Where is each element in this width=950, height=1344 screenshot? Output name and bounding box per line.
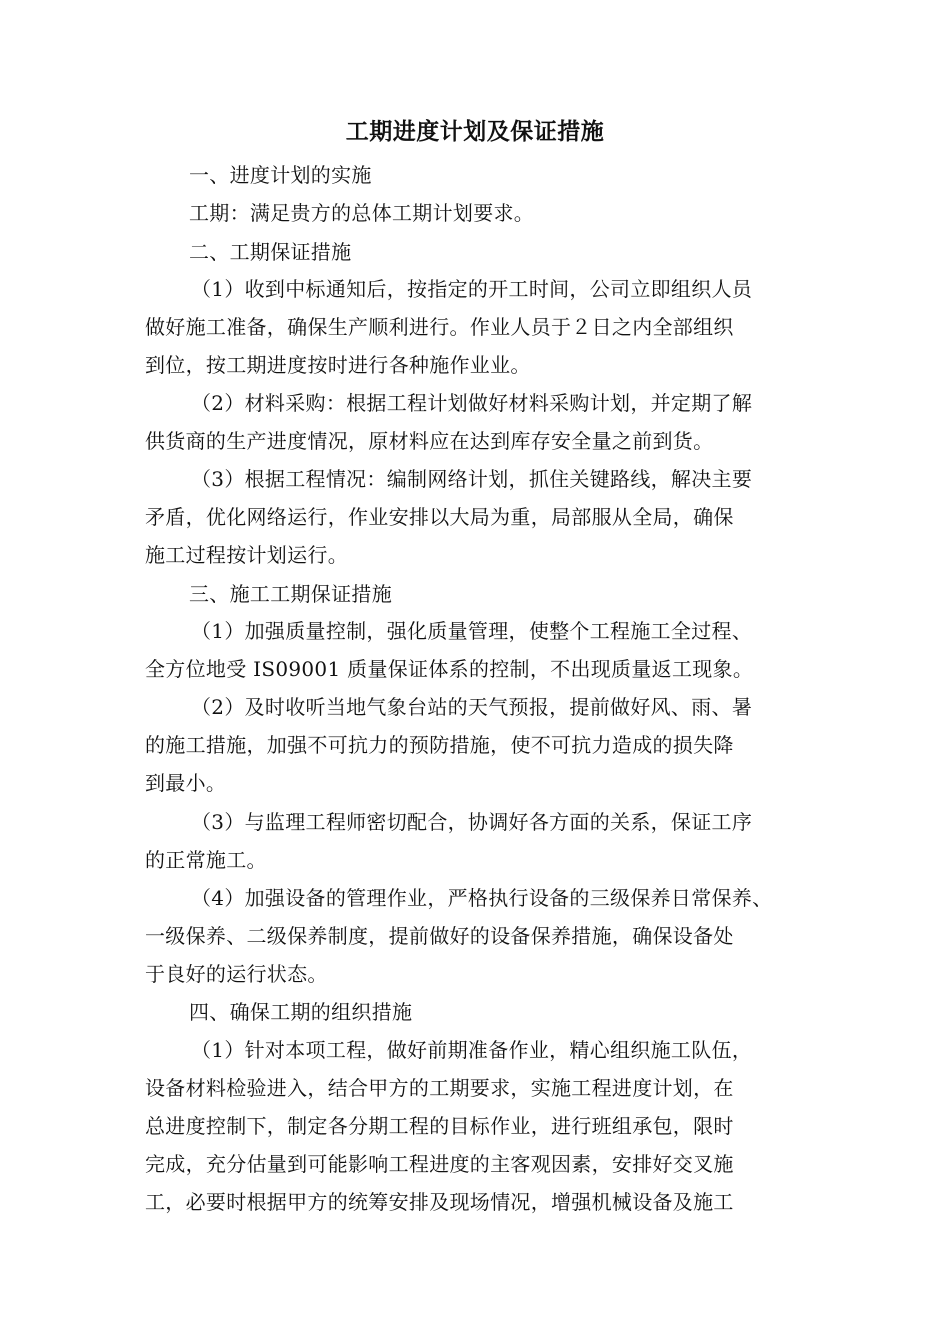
paragraph-line: 全方位地受 IS09001 质量保证体系的控制，不出现质量返工现象。	[145, 657, 754, 681]
paragraph-line: （1）针对本项工程，做好前期准备作业，精心组织施工队伍，	[191, 1038, 753, 1062]
paragraph-line: 于良好的运行状态。	[145, 962, 328, 986]
paragraph-line: 的正常施工。	[145, 848, 267, 872]
paragraph-line: （4）加强设备的管理作业，严格执行设备的三级保养日常保养、	[191, 886, 773, 910]
paragraph-line: 供货商的生产进度情况，原材料应在达到库存安全量之前到货。	[145, 429, 714, 453]
paragraph-line: （3）与监理工程师密切配合，协调好各方面的关系，保证工序	[191, 810, 753, 834]
paragraph-line: 的施工措施，加强不可抗力的预防措施，使不可抗力造成的损失降	[145, 733, 734, 757]
section-heading-3: 三、施工工期保证措施	[189, 582, 392, 606]
paragraph-line: 矛盾，优化网络运行，作业安排以大局为重，局部服从全局，确保	[145, 505, 734, 529]
paragraph-line: 施工过程按计划运行。	[145, 543, 348, 567]
paragraph-line: 一级保养、二级保养制度，提前做好的设备保养措施，确保设备处	[145, 924, 734, 948]
paragraph-line: 设备材料检验进入，结合甲方的工期要求，实施工程进度计划，在	[145, 1076, 734, 1100]
document-title: 工期进度计划及保证措施	[345, 118, 605, 145]
paragraph-line: 总进度控制下，制定各分期工程的目标作业，进行班组承包，限时	[145, 1114, 734, 1138]
paragraph-line: （3）根据工程情况：编制网络计划，抓住关键路线，解决主要	[191, 467, 753, 491]
paragraph-line: （2）材料采购：根据工程计划做好材料采购计划，并定期了解	[191, 391, 753, 415]
paragraph-line: 到位，按工期进度按时进行各种施作业业。	[145, 353, 531, 377]
paragraph-line: （2）及时收听当地气象台站的天气预报，提前做好风、雨、暑	[191, 695, 753, 719]
paragraph-line: 工期：满足贵方的总体工期计划要求。	[189, 201, 535, 225]
paragraph-line: 工，必要时根据甲方的统筹安排及现场情况，增强机械设备及施工	[145, 1190, 734, 1214]
section-heading-2: 二、工期保证措施	[189, 240, 352, 264]
section-heading-1: 一、进度计划的实施	[189, 163, 372, 187]
paragraph-line: （1）收到中标通知后，按指定的开工时间，公司立即组织人员	[191, 277, 753, 301]
paragraph-line: 做好施工准备，确保生产顺利进行。作业人员于２日之内全部组织	[145, 315, 734, 339]
section-heading-4: 四、确保工期的组织措施	[189, 1000, 413, 1024]
paragraph-line: 到最小。	[145, 771, 227, 795]
paragraph-line: 完成，充分估量到可能影响工程进度的主客观因素，安排好交叉施	[145, 1152, 734, 1176]
paragraph-line: （1）加强质量控制，强化质量管理，使整个工程施工全过程、	[191, 619, 753, 643]
